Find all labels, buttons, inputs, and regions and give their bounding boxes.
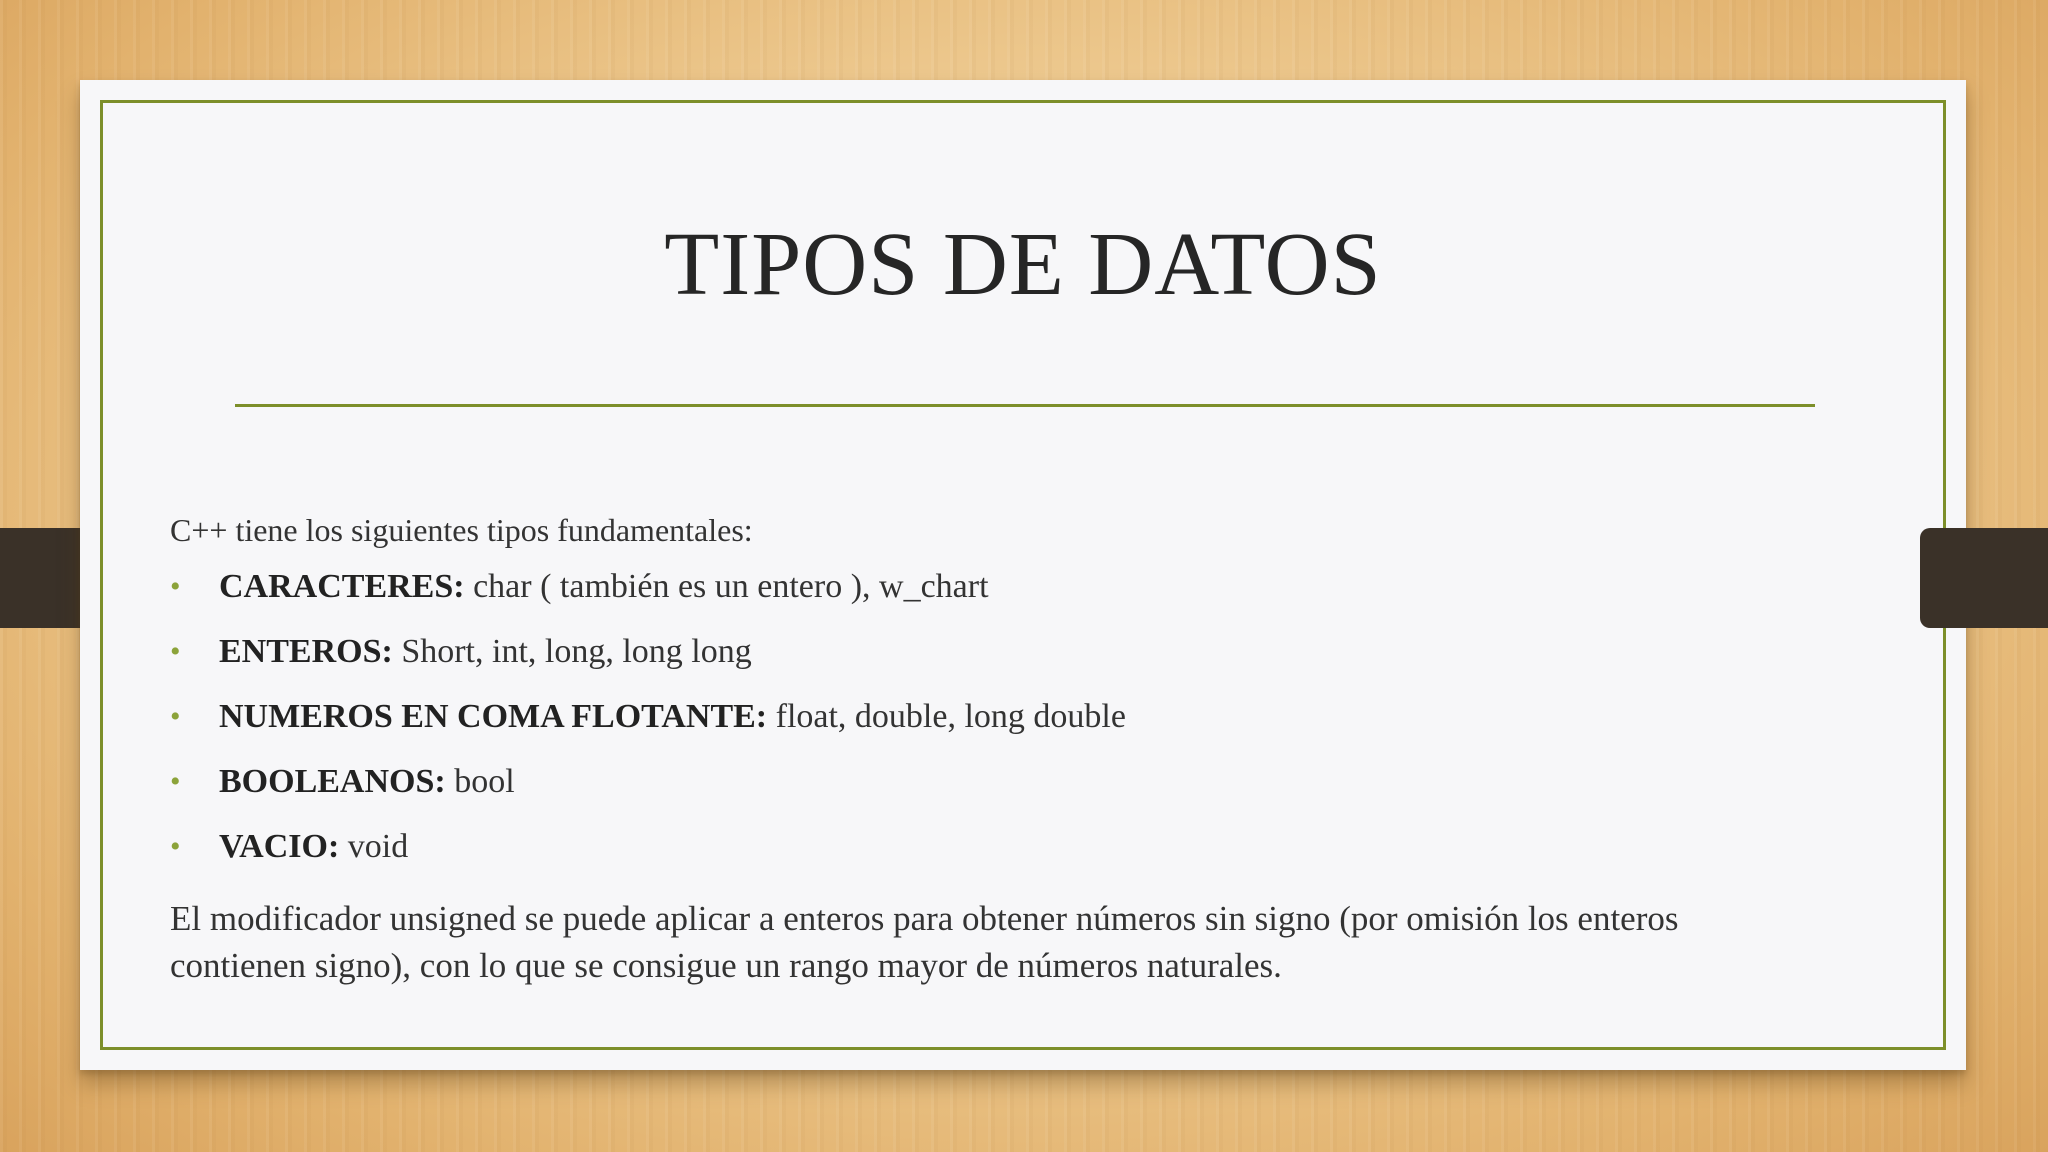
- bullet-label: CARACTERES:: [219, 568, 465, 605]
- bullet-text: bool: [445, 763, 515, 800]
- slide-title: TIPOS DE DATOS: [664, 215, 1382, 314]
- bullet-icon: •: [170, 700, 181, 733]
- bullet-item: [170, 826, 1870, 891]
- slide: [80, 80, 1966, 1070]
- bullet-label: ENTEROS:: [219, 633, 393, 670]
- bullet-list: [170, 566, 1870, 891]
- bullet-label: VACIO:: [219, 828, 340, 865]
- bullet-item: [170, 631, 1870, 696]
- bullet-item: [170, 696, 1870, 761]
- binder-clip-right: [1920, 528, 2048, 628]
- bullet-item: [170, 761, 1870, 826]
- bullet-label: BOOLEANOS:: [219, 763, 446, 800]
- bullet-text: float, double, long double: [767, 698, 1126, 735]
- bullet-item: [170, 566, 1870, 631]
- slide-content: [170, 508, 1870, 989]
- bullet-label: NUMEROS EN COMA FLOTANTE:: [219, 698, 768, 735]
- intro-text: C++ tiene los siguientes tipos fundamentales:: [170, 512, 753, 548]
- bullet-text: void: [339, 828, 409, 865]
- bullet-text: Short, int, long, long long: [392, 633, 752, 670]
- title-divider: [235, 404, 1815, 407]
- bullet-text: char ( también es un entero ), w_chart: [464, 568, 989, 605]
- bullet-icon: •: [170, 570, 181, 603]
- body-paragraph: El modificador unsigned se puede aplicar a enteros para obtener números sin signo (por omisión los enteros contienen signo), con lo que se consigue un rango mayor de números naturales.: [170, 899, 1679, 985]
- bullet-icon: •: [170, 830, 181, 863]
- bullet-icon: •: [170, 635, 181, 668]
- bullet-icon: •: [170, 765, 181, 798]
